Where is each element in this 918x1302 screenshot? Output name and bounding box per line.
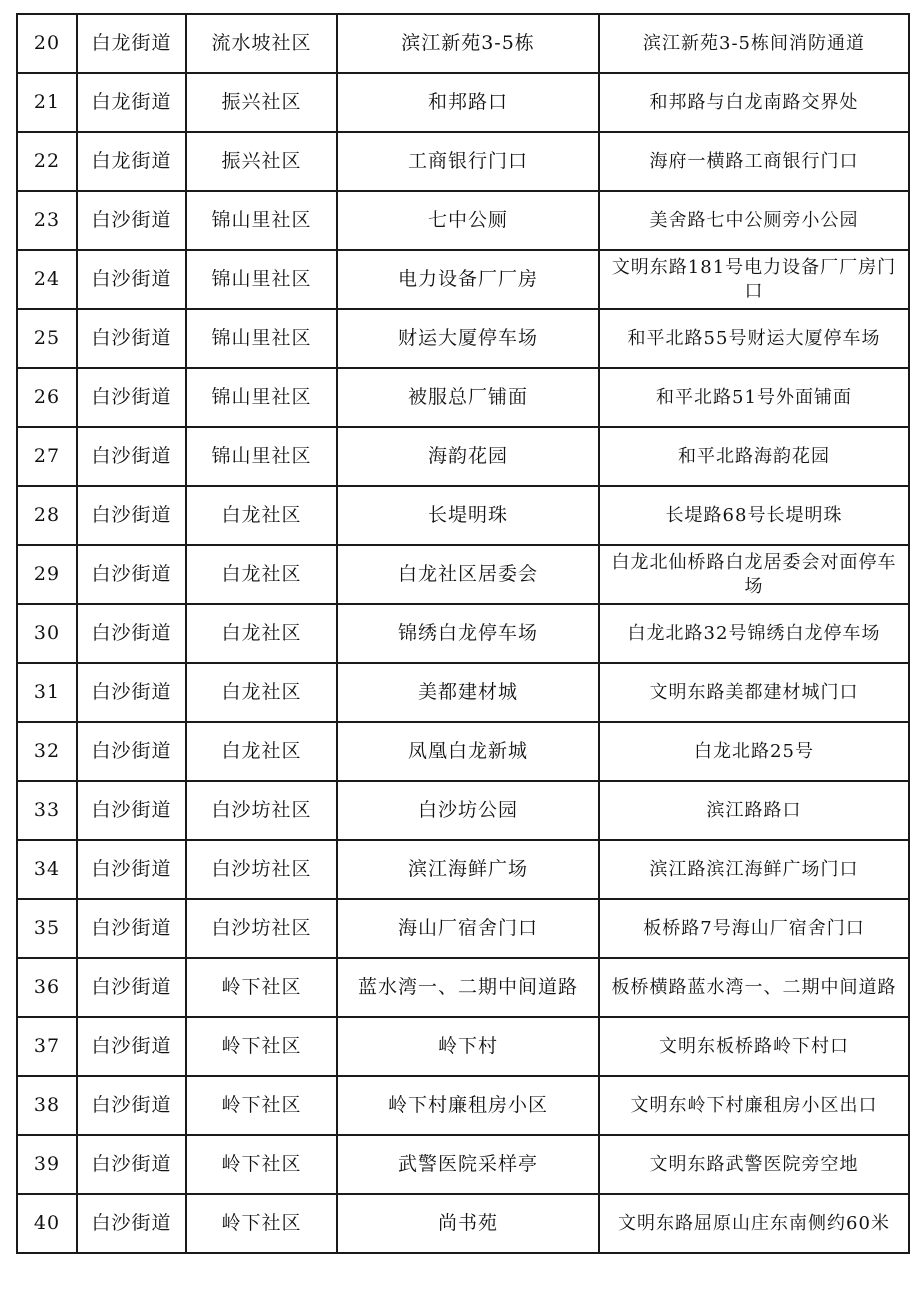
cell-address: 滨江新苑3-5栋间消防通道 [599,14,909,73]
cell-community: 振兴社区 [186,73,337,132]
cell-number: 30 [17,604,77,663]
cell-community: 白龙社区 [186,663,337,722]
cell-number: 28 [17,486,77,545]
cell-address: 和邦路与白龙南路交界处 [599,73,909,132]
cell-site: 岭下村 [337,1017,599,1076]
cell-address: 文明东路美都建材城门口 [599,663,909,722]
cell-number: 27 [17,427,77,486]
cell-community: 白沙坊社区 [186,840,337,899]
table-row [17,1076,909,1135]
cell-address: 海府一横路工商银行门口 [599,132,909,191]
cell-street: 白沙街道 [77,840,186,899]
cell-community: 岭下社区 [186,1194,337,1253]
table-row [17,427,909,486]
cell-number: 39 [17,1135,77,1194]
cell-community: 白龙社区 [186,604,337,663]
table-row [17,14,909,73]
cell-address: 滨江路路口 [599,781,909,840]
cell-street: 白沙街道 [77,486,186,545]
cell-community: 锦山里社区 [186,427,337,486]
cell-site: 滨江新苑3-5栋 [337,14,599,73]
cell-community: 流水坡社区 [186,14,337,73]
table-row [17,1135,909,1194]
table-row [17,781,909,840]
cell-street: 白沙街道 [77,1017,186,1076]
cell-street: 白沙街道 [77,663,186,722]
table-row [17,250,909,309]
cell-address: 文明东板桥路岭下村口 [599,1017,909,1076]
cell-address: 美舍路七中公厕旁小公园 [599,191,909,250]
cell-street: 白龙街道 [77,132,186,191]
cell-number: 26 [17,368,77,427]
cell-site: 和邦路口 [337,73,599,132]
table-row [17,73,909,132]
cell-number: 32 [17,722,77,781]
table-row [17,309,909,368]
cell-street: 白沙街道 [77,309,186,368]
cell-street: 白沙街道 [77,368,186,427]
cell-community: 白沙坊社区 [186,899,337,958]
table-row [17,1194,909,1253]
cell-street: 白沙街道 [77,958,186,1017]
cell-site: 工商银行门口 [337,132,599,191]
cell-address: 长堤路68号长堤明珠 [599,486,909,545]
cell-street: 白沙街道 [77,781,186,840]
cell-site: 蓝水湾一、二期中间道路 [337,958,599,1017]
table-row [17,545,909,604]
cell-number: 21 [17,73,77,132]
table-row [17,191,909,250]
cell-community: 白沙坊社区 [186,781,337,840]
cell-site: 财运大厦停车场 [337,309,599,368]
table-row [17,1017,909,1076]
cell-address: 和平北路51号外面铺面 [599,368,909,427]
cell-community: 岭下社区 [186,1076,337,1135]
cell-street: 白沙街道 [77,1135,186,1194]
cell-community: 白龙社区 [186,486,337,545]
cell-number: 29 [17,545,77,604]
table-row [17,132,909,191]
cell-street: 白沙街道 [77,1194,186,1253]
table-row [17,840,909,899]
sampling-sites-table [16,13,910,1254]
cell-number: 37 [17,1017,77,1076]
cell-number: 38 [17,1076,77,1135]
cell-site: 白龙社区居委会 [337,545,599,604]
cell-community: 白龙社区 [186,722,337,781]
table-row [17,899,909,958]
cell-number: 23 [17,191,77,250]
cell-number: 31 [17,663,77,722]
cell-number: 25 [17,309,77,368]
cell-community: 岭下社区 [186,958,337,1017]
cell-street: 白沙街道 [77,1076,186,1135]
cell-site: 长堤明珠 [337,486,599,545]
cell-site: 白沙坊公园 [337,781,599,840]
cell-number: 22 [17,132,77,191]
cell-street: 白沙街道 [77,250,186,309]
cell-site: 海韵花园 [337,427,599,486]
cell-site: 滨江海鲜广场 [337,840,599,899]
cell-street: 白沙街道 [77,722,186,781]
cell-site: 七中公厕 [337,191,599,250]
cell-address: 白龙北路32号锦绣白龙停车场 [599,604,909,663]
cell-site: 凤凰白龙新城 [337,722,599,781]
cell-number: 33 [17,781,77,840]
cell-street: 白龙街道 [77,73,186,132]
cell-street: 白沙街道 [77,545,186,604]
cell-address: 白龙北路25号 [599,722,909,781]
table-row [17,604,909,663]
cell-address: 文明东路181号电力设备厂厂房门口 [599,250,909,309]
cell-address: 板桥路7号海山厂宿舍门口 [599,899,909,958]
table-row [17,958,909,1017]
table-row [17,368,909,427]
cell-address: 滨江路滨江海鲜广场门口 [599,840,909,899]
cell-number: 24 [17,250,77,309]
cell-address: 白龙北仙桥路白龙居委会对面停车场 [599,545,909,604]
cell-street: 白龙街道 [77,14,186,73]
cell-street: 白沙街道 [77,427,186,486]
cell-site: 美都建材城 [337,663,599,722]
cell-street: 白沙街道 [77,604,186,663]
cell-site: 岭下村廉租房小区 [337,1076,599,1135]
cell-community: 锦山里社区 [186,191,337,250]
cell-address: 文明东路屈原山庄东南侧约60米 [599,1194,909,1253]
cell-address: 文明东岭下村廉租房小区出口 [599,1076,909,1135]
cell-street: 白沙街道 [77,899,186,958]
table-body [17,14,909,1253]
cell-community: 锦山里社区 [186,309,337,368]
cell-address: 板桥横路蓝水湾一、二期中间道路 [599,958,909,1017]
cell-community: 锦山里社区 [186,368,337,427]
cell-site: 电力设备厂厂房 [337,250,599,309]
table-row [17,663,909,722]
cell-site: 武警医院采样亭 [337,1135,599,1194]
cell-site: 尚书苑 [337,1194,599,1253]
cell-address: 文明东路武警医院旁空地 [599,1135,909,1194]
cell-number: 20 [17,14,77,73]
cell-number: 40 [17,1194,77,1253]
cell-community: 岭下社区 [186,1017,337,1076]
cell-site: 被服总厂铺面 [337,368,599,427]
table-row [17,486,909,545]
cell-address: 和平北路海韵花园 [599,427,909,486]
cell-community: 白龙社区 [186,545,337,604]
cell-site: 锦绣白龙停车场 [337,604,599,663]
cell-address: 和平北路55号财运大厦停车场 [599,309,909,368]
cell-number: 34 [17,840,77,899]
cell-site: 海山厂宿舍门口 [337,899,599,958]
cell-number: 36 [17,958,77,1017]
cell-street: 白沙街道 [77,191,186,250]
cell-community: 振兴社区 [186,132,337,191]
table-row [17,722,909,781]
cell-number: 35 [17,899,77,958]
cell-community: 锦山里社区 [186,250,337,309]
cell-community: 岭下社区 [186,1135,337,1194]
